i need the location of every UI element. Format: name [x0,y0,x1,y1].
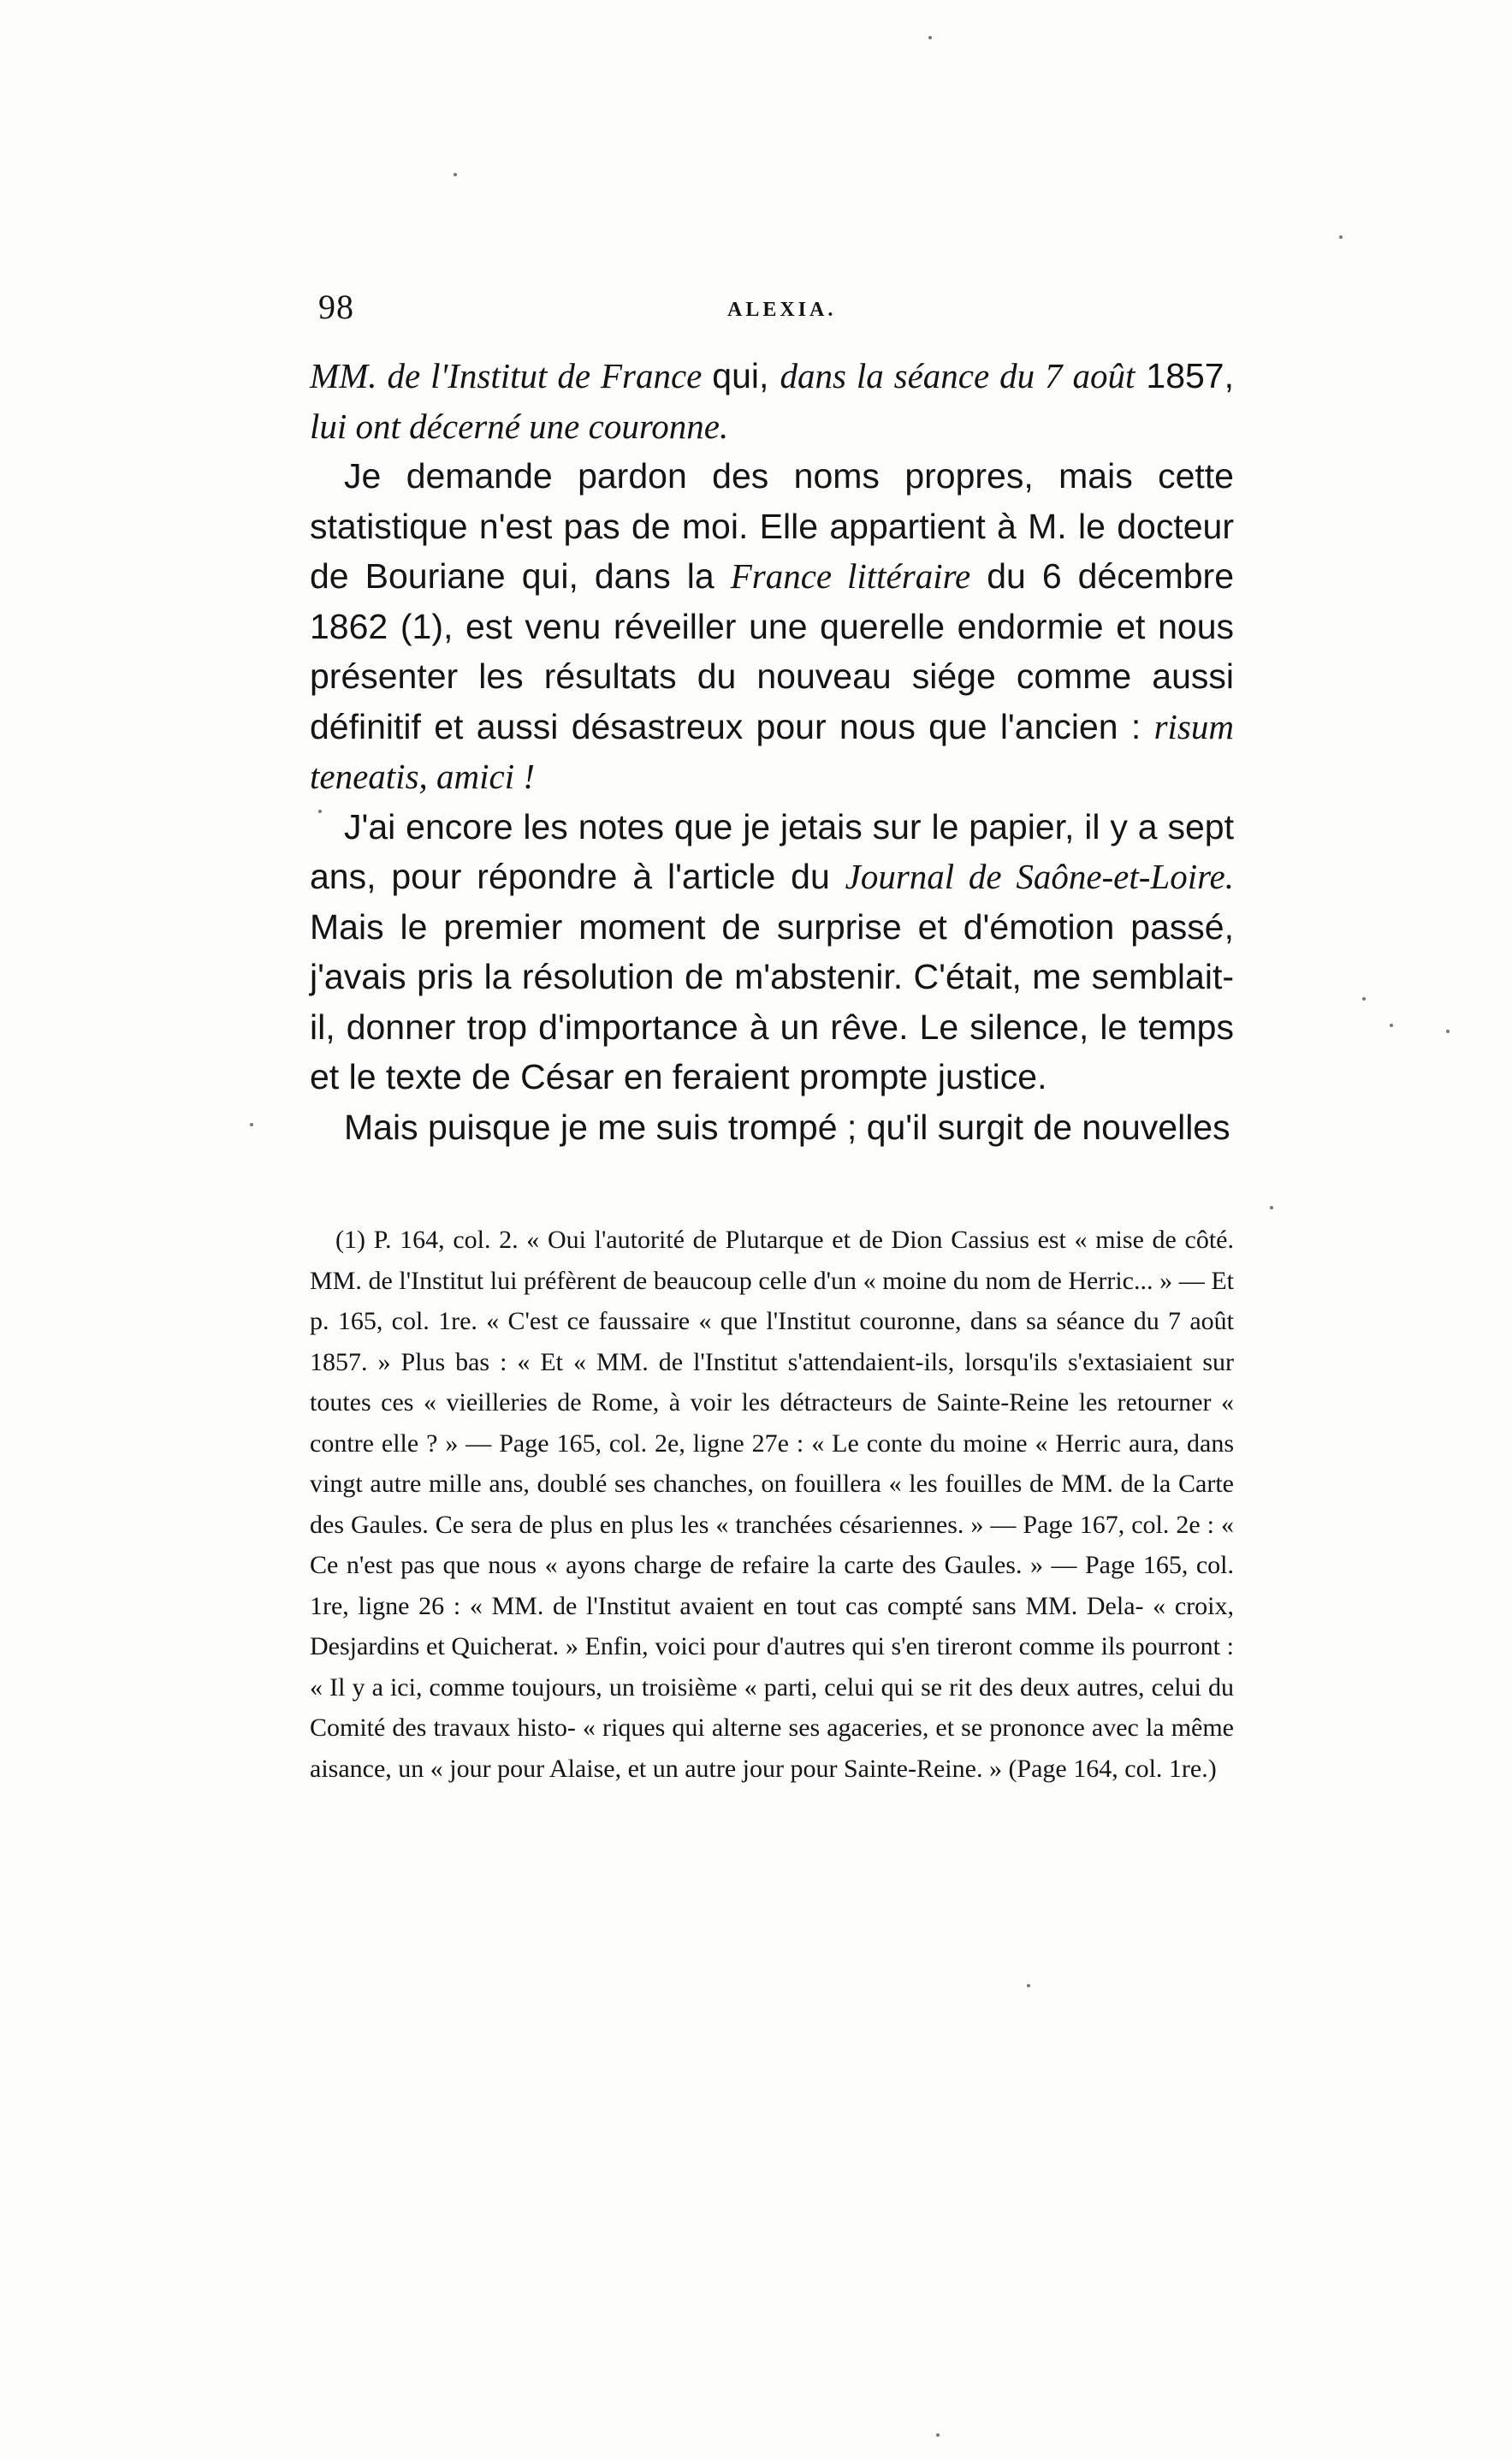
text-run: Mais puisque je me suis trompé ; qu'il surgit de nouvelles [344,1107,1230,1147]
italic-text: MM. de l'Institut de France [310,356,713,395]
scan-speck [1446,1030,1450,1033]
italic-text: Journal de Saône-et-Loire. [845,857,1234,896]
scan-speck [1390,1024,1393,1027]
scan-speck [1339,235,1343,239]
main-text [310,351,1234,1152]
italic-text: France littéraire [730,556,971,596]
scan-speck [454,173,457,176]
scan-speck [1362,997,1366,1001]
text-run: qui, [712,356,780,395]
scan-speck [1270,1206,1273,1209]
paragraph [310,1102,1234,1153]
scan-speck [318,810,322,813]
text-run: Mais le premier moment de surprise et d'émotion passé, j'avais pris la résolution de m'abstenir. C'était, me semblait-il, donner trop d'importance à un rêve. Le silence, le temps et le texte de César en feraient prompte justice. [310,906,1234,1096]
paragraph [310,802,1234,1102]
page-number: 98 [318,288,354,326]
text-run: 1857, [1135,356,1235,395]
paragraph [310,351,1234,451]
paragraph [310,451,1234,802]
italic-text: lui ont décerné une couronne. [310,406,729,446]
text-run: Je demande pardon des noms propres, mais cette statistique n'est pas de moi. Elle appartient à M. le docteur de Bouriane qui, dans la [310,456,1234,596]
scan-speck [1027,1984,1030,1987]
scan-speck [928,36,932,39]
running-title: ALEXIA. [727,299,837,321]
text-run: J'ai encore les notes que je jetais sur le papier, il y a sept ans, pour répondre à l'article du [310,806,1234,896]
italic-text: dans la séance du 7 août [780,356,1135,395]
scan-speck [250,1123,253,1126]
italic-text: risum teneatis, amici ! [310,706,1234,796]
page-header [318,287,1225,338]
scan-speck [936,2433,940,2437]
text-run: du 6 décembre 1862 (1), est venu réveiller une querelle endormie et nous présenter les résultats du nouveau siége comme aussi définitif et aussi désastreux pour nous que l'ancien : [310,556,1234,746]
footnotes [310,1220,1234,1789]
footnote: (1) P. 164, col. 2. « Oui l'autorité de Plutarque et de Dion Cassius est « mise de côté. MM. de l'Institut lui préfèrent de beaucoup celle d'un « moine du nom de Herric... » — Et p. 165, col. 1re. « C'est ce faussaire « que l'Institut couronne, dans sa séance du 7 août 1857. » Plus bas : « Et « MM. de l'Institut s'attendaient-ils, lorsqu'ils s'extasiaient sur toutes ces « vieilleries de Rome, à voir les détracteurs de Sainte-Reine les retourner « contre elle ? » — Page 165, col. 2e, ligne 27e : « Le conte du moine « Herric aura, dans vingt autre mille ans, doublé ses chanches, on fouillera « les fouilles de MM. de la Carte des Gaules. Ce sera de plus en plus les « tranchées césariennes. » — Page 167, col. 2e : « Ce n'est pas que nous « ayons charge de refaire la carte des Gaules. » — Page 165, col. 1re, ligne 26 : « MM. de l'Institut avaient en tout cas compté sans MM. Dela- « croix, Desjardins et Quicherat. » Enfin, voici pour d'autres qui s'en tireront comme ils pourront : « Il y a ici, comme toujours, un troisième « parti, celui qui se rit des deux autres, celui du Comité des travaux histo- « riques qui alterne ses agaceries, et se prononce avec la même aisance, un « jour pour Alaise, et un autre jour pour Sainte-Reine. » (Page 164, col. 1re.) [310,1226,1234,1783]
